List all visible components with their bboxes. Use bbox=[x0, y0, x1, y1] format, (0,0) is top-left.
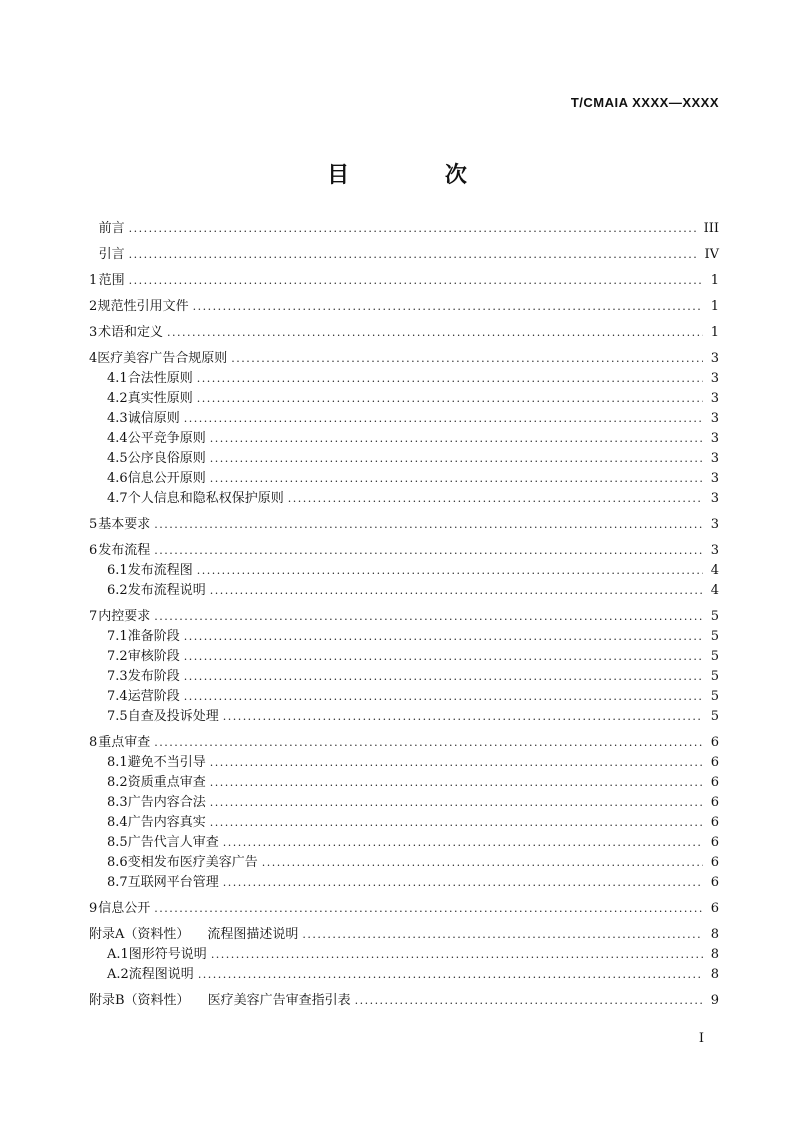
toc-entry-number: 8.3 bbox=[107, 795, 128, 810]
toc-entry-label: 引言 bbox=[98, 247, 125, 262]
toc-entry-label: 合法性原则 bbox=[127, 371, 193, 386]
dot-leader bbox=[355, 991, 703, 1011]
toc-entry[interactable] bbox=[89, 733, 719, 753]
toc-entry-page: 1 bbox=[710, 273, 719, 288]
dot-leader bbox=[210, 581, 703, 601]
dot-leader bbox=[302, 925, 703, 945]
toc-entry-label: 基本要求 bbox=[98, 517, 151, 532]
toc-entry-number: 8.5 bbox=[107, 835, 128, 850]
toc-entry-label: 个人信息和隐私权保护原则 bbox=[127, 491, 284, 506]
toc-entry[interactable] bbox=[89, 647, 719, 667]
toc-entry[interactable] bbox=[89, 219, 719, 239]
dot-leader bbox=[184, 647, 703, 667]
dot-leader bbox=[184, 667, 703, 687]
dot-leader bbox=[210, 813, 703, 833]
toc-entry-number: 5 bbox=[89, 517, 98, 532]
toc-entry-number: 6.2 bbox=[107, 583, 128, 598]
toc-entry-page: 4 bbox=[710, 583, 719, 598]
document-code: T/CMAIA XXXX—XXXX bbox=[570, 95, 719, 110]
dot-leader bbox=[197, 369, 703, 389]
toc-entry-number: 8.6 bbox=[107, 855, 128, 870]
toc-entry-number: 2 bbox=[89, 299, 98, 314]
toc-entry[interactable] bbox=[89, 489, 719, 509]
toc-entry-number: 4.5 bbox=[107, 451, 128, 466]
dot-leader bbox=[262, 853, 703, 873]
toc-entry-label: 医疗美容广告合规原则 bbox=[97, 351, 228, 366]
toc-entry[interactable] bbox=[89, 965, 719, 985]
dot-leader bbox=[197, 389, 703, 409]
toc-entry-label: 发布流程 bbox=[98, 543, 151, 558]
dot-leader bbox=[154, 899, 703, 919]
dot-leader bbox=[210, 773, 703, 793]
toc-entry-page: 6 bbox=[710, 835, 719, 850]
toc-entry-page: 4 bbox=[710, 563, 719, 578]
toc-entry[interactable] bbox=[89, 349, 719, 369]
toc-entry-page: 5 bbox=[710, 709, 719, 724]
toc-entry-number: 7 bbox=[89, 609, 98, 624]
dot-leader bbox=[154, 733, 703, 753]
dot-leader bbox=[288, 489, 703, 509]
toc-entry-label: 变相发布医疗美容广告 bbox=[127, 855, 258, 870]
toc-entry-number: 7.4 bbox=[107, 689, 128, 704]
toc-entry-label: 前言 bbox=[98, 221, 125, 236]
toc-entry[interactable] bbox=[89, 389, 719, 409]
toc-entry-page: 5 bbox=[710, 629, 719, 644]
toc-entry-page: 3 bbox=[710, 351, 719, 366]
toc-entry-number: A.1 bbox=[107, 947, 129, 962]
toc-entry-label: 准备阶段 bbox=[127, 629, 180, 644]
toc-entry[interactable] bbox=[89, 245, 719, 265]
dot-leader bbox=[210, 469, 703, 489]
toc-entry-number: 6.1 bbox=[107, 563, 128, 578]
toc-entry-page: 6 bbox=[710, 855, 719, 870]
dot-leader bbox=[210, 793, 703, 813]
toc-entry-page: 3 bbox=[710, 471, 719, 486]
toc-entry-page: 8 bbox=[710, 947, 719, 962]
toc-entry[interactable] bbox=[89, 687, 719, 707]
toc-entry-page: 6 bbox=[710, 775, 719, 790]
toc-entry-page: 6 bbox=[710, 795, 719, 810]
toc-entry-page: 1 bbox=[710, 325, 719, 340]
toc-entry-number: A.2 bbox=[107, 967, 129, 982]
dot-leader bbox=[154, 541, 703, 561]
toc-entry[interactable] bbox=[89, 369, 719, 389]
toc-entry-label: 自查及投诉处理 bbox=[127, 709, 219, 724]
dot-leader bbox=[184, 409, 703, 429]
toc-entry-number: 9 bbox=[89, 901, 98, 916]
toc-entry-number: 4.2 bbox=[107, 391, 128, 406]
toc-entry-page: 5 bbox=[710, 669, 719, 684]
dot-leader bbox=[129, 271, 703, 291]
toc-entry-label: 发布流程图 bbox=[127, 563, 193, 578]
dot-leader bbox=[184, 687, 703, 707]
toc-entry-number: 8 bbox=[89, 735, 98, 750]
toc-entry-label: 发布流程说明 bbox=[127, 583, 206, 598]
toc-entry-label: 公序良俗原则 bbox=[127, 451, 206, 466]
toc-entry-number: 4.7 bbox=[107, 491, 128, 506]
dot-leader bbox=[223, 707, 703, 727]
toc-entry-number: 附录B（资料性） bbox=[89, 993, 190, 1008]
dot-leader bbox=[193, 297, 703, 317]
dot-leader bbox=[129, 219, 698, 239]
toc-entry-label: 广告代言人审查 bbox=[127, 835, 219, 850]
toc-entry[interactable] bbox=[89, 899, 719, 919]
toc-entry-page: 9 bbox=[710, 993, 719, 1008]
dot-leader bbox=[197, 561, 703, 581]
dot-leader bbox=[223, 833, 703, 853]
toc-entry-number: 8.2 bbox=[107, 775, 128, 790]
toc-entry-page: III bbox=[703, 221, 719, 236]
toc-entry-page: 8 bbox=[710, 967, 719, 982]
toc-entry-page: 3 bbox=[710, 371, 719, 386]
toc-entry-label: 避免不当引导 bbox=[127, 755, 206, 770]
toc-entry[interactable] bbox=[89, 945, 719, 965]
toc-entry[interactable] bbox=[89, 541, 719, 561]
toc-entry[interactable] bbox=[89, 873, 719, 893]
toc-entry[interactable] bbox=[89, 853, 719, 873]
toc-entry[interactable] bbox=[89, 297, 719, 317]
toc-entry[interactable] bbox=[89, 707, 719, 727]
toc-entry-number: 4.1 bbox=[107, 371, 128, 386]
toc-entry-label: 互联网平台管理 bbox=[127, 875, 219, 890]
dot-leader bbox=[198, 965, 703, 985]
toc-entry[interactable] bbox=[89, 753, 719, 773]
toc-entry-number: 4.4 bbox=[107, 431, 128, 446]
toc-entry-number: 7.1 bbox=[107, 629, 128, 644]
toc-entry-label: 运营阶段 bbox=[127, 689, 180, 704]
table-of-contents bbox=[89, 219, 719, 1011]
toc-entry[interactable] bbox=[89, 813, 719, 833]
toc-title: 目 次 bbox=[327, 163, 511, 188]
dot-leader bbox=[223, 873, 703, 893]
toc-entry[interactable] bbox=[89, 409, 719, 429]
toc-entry-page: 6 bbox=[710, 875, 719, 890]
toc-entry-label: 术语和定义 bbox=[98, 325, 164, 340]
toc-entry-label: 信息公开 bbox=[98, 901, 151, 916]
toc-entry[interactable] bbox=[89, 607, 719, 627]
page-number: I bbox=[698, 1031, 704, 1046]
toc-entry-label: 发布阶段 bbox=[127, 669, 180, 684]
toc-entry-number: 7.2 bbox=[107, 649, 128, 664]
toc-entry-number: 8.7 bbox=[107, 875, 128, 890]
toc-entry-label: 公平竞争原则 bbox=[127, 431, 206, 446]
toc-entry-number: 8.4 bbox=[107, 815, 128, 830]
toc-entry-label: 诚信原则 bbox=[127, 411, 180, 426]
toc-entry-number: 6 bbox=[89, 543, 98, 558]
toc-entry[interactable] bbox=[89, 323, 719, 343]
toc-entry-label: 重点审查 bbox=[98, 735, 151, 750]
toc-entry-page: 8 bbox=[710, 927, 719, 942]
toc-entry[interactable] bbox=[89, 271, 719, 291]
dot-leader bbox=[231, 349, 703, 369]
toc-entry[interactable] bbox=[89, 925, 719, 945]
toc-entry-number: 7.3 bbox=[107, 669, 128, 684]
toc-entry-label: 真实性原则 bbox=[127, 391, 193, 406]
toc-entry-page: 5 bbox=[710, 649, 719, 664]
toc-entry-page: 3 bbox=[710, 431, 719, 446]
toc-entry[interactable] bbox=[89, 793, 719, 813]
toc-entry-number: 3 bbox=[89, 325, 98, 340]
toc-entry-page: 6 bbox=[710, 755, 719, 770]
dot-leader bbox=[210, 429, 703, 449]
toc-entry[interactable] bbox=[89, 991, 719, 1011]
toc-entry[interactable] bbox=[89, 581, 719, 601]
toc-entry-page: 3 bbox=[710, 451, 719, 466]
toc-entry-page: IV bbox=[704, 247, 719, 262]
toc-entry[interactable] bbox=[89, 515, 719, 535]
dot-leader bbox=[210, 753, 703, 773]
toc-entry[interactable] bbox=[89, 667, 719, 687]
toc-entry[interactable] bbox=[89, 627, 719, 647]
toc-entry-number: 1 bbox=[89, 273, 98, 288]
toc-entry-label: 资质重点审查 bbox=[127, 775, 206, 790]
dot-leader bbox=[210, 449, 703, 469]
toc-entry-page: 6 bbox=[710, 901, 719, 916]
toc-entry-label: 医疗美容广告审查指引表 bbox=[207, 993, 351, 1008]
dot-leader bbox=[211, 945, 703, 965]
dot-leader bbox=[129, 245, 699, 265]
toc-entry-label: 广告内容合法 bbox=[127, 795, 206, 810]
toc-entry-page: 1 bbox=[710, 299, 719, 314]
toc-entry-label: 审核阶段 bbox=[127, 649, 180, 664]
toc-entry[interactable] bbox=[89, 449, 719, 469]
toc-entry-label: 范围 bbox=[98, 273, 125, 288]
toc-entry[interactable] bbox=[89, 833, 719, 853]
toc-entry[interactable] bbox=[89, 561, 719, 581]
toc-entry-label: 内控要求 bbox=[98, 609, 151, 624]
dot-leader bbox=[154, 607, 703, 627]
toc-entry-page: 6 bbox=[710, 735, 719, 750]
toc-entry-label: 流程图说明 bbox=[128, 967, 194, 982]
toc-entry[interactable] bbox=[89, 773, 719, 793]
toc-entry-number: 7.5 bbox=[107, 709, 128, 724]
toc-entry-label: 规范性引用文件 bbox=[97, 299, 189, 314]
toc-entry-page: 3 bbox=[710, 411, 719, 426]
toc-entry-page: 3 bbox=[710, 517, 719, 532]
toc-entry-number: 附录A（资料性） bbox=[89, 927, 190, 942]
toc-entry-page: 5 bbox=[710, 689, 719, 704]
dot-leader bbox=[154, 515, 703, 535]
toc-entry[interactable] bbox=[89, 429, 719, 449]
toc-entry-number: 4 bbox=[89, 351, 98, 366]
toc-entry-number: 4.6 bbox=[107, 471, 128, 486]
toc-entry-label: 广告内容真实 bbox=[127, 815, 206, 830]
toc-entry-page: 5 bbox=[710, 609, 719, 624]
dot-leader bbox=[167, 323, 703, 343]
toc-entry-page: 6 bbox=[710, 815, 719, 830]
toc-entry-page: 3 bbox=[710, 391, 719, 406]
toc-entry[interactable] bbox=[89, 469, 719, 489]
toc-entry-label: 流程图描述说明 bbox=[207, 927, 299, 942]
dot-leader bbox=[184, 627, 703, 647]
toc-entry-page: 3 bbox=[710, 543, 719, 558]
toc-entry-label: 信息公开原则 bbox=[127, 471, 206, 486]
toc-entry-number: 4.3 bbox=[107, 411, 128, 426]
toc-entry-page: 3 bbox=[710, 491, 719, 506]
toc-entry-number: 8.1 bbox=[107, 755, 128, 770]
toc-entry-label: 图形符号说明 bbox=[128, 947, 207, 962]
